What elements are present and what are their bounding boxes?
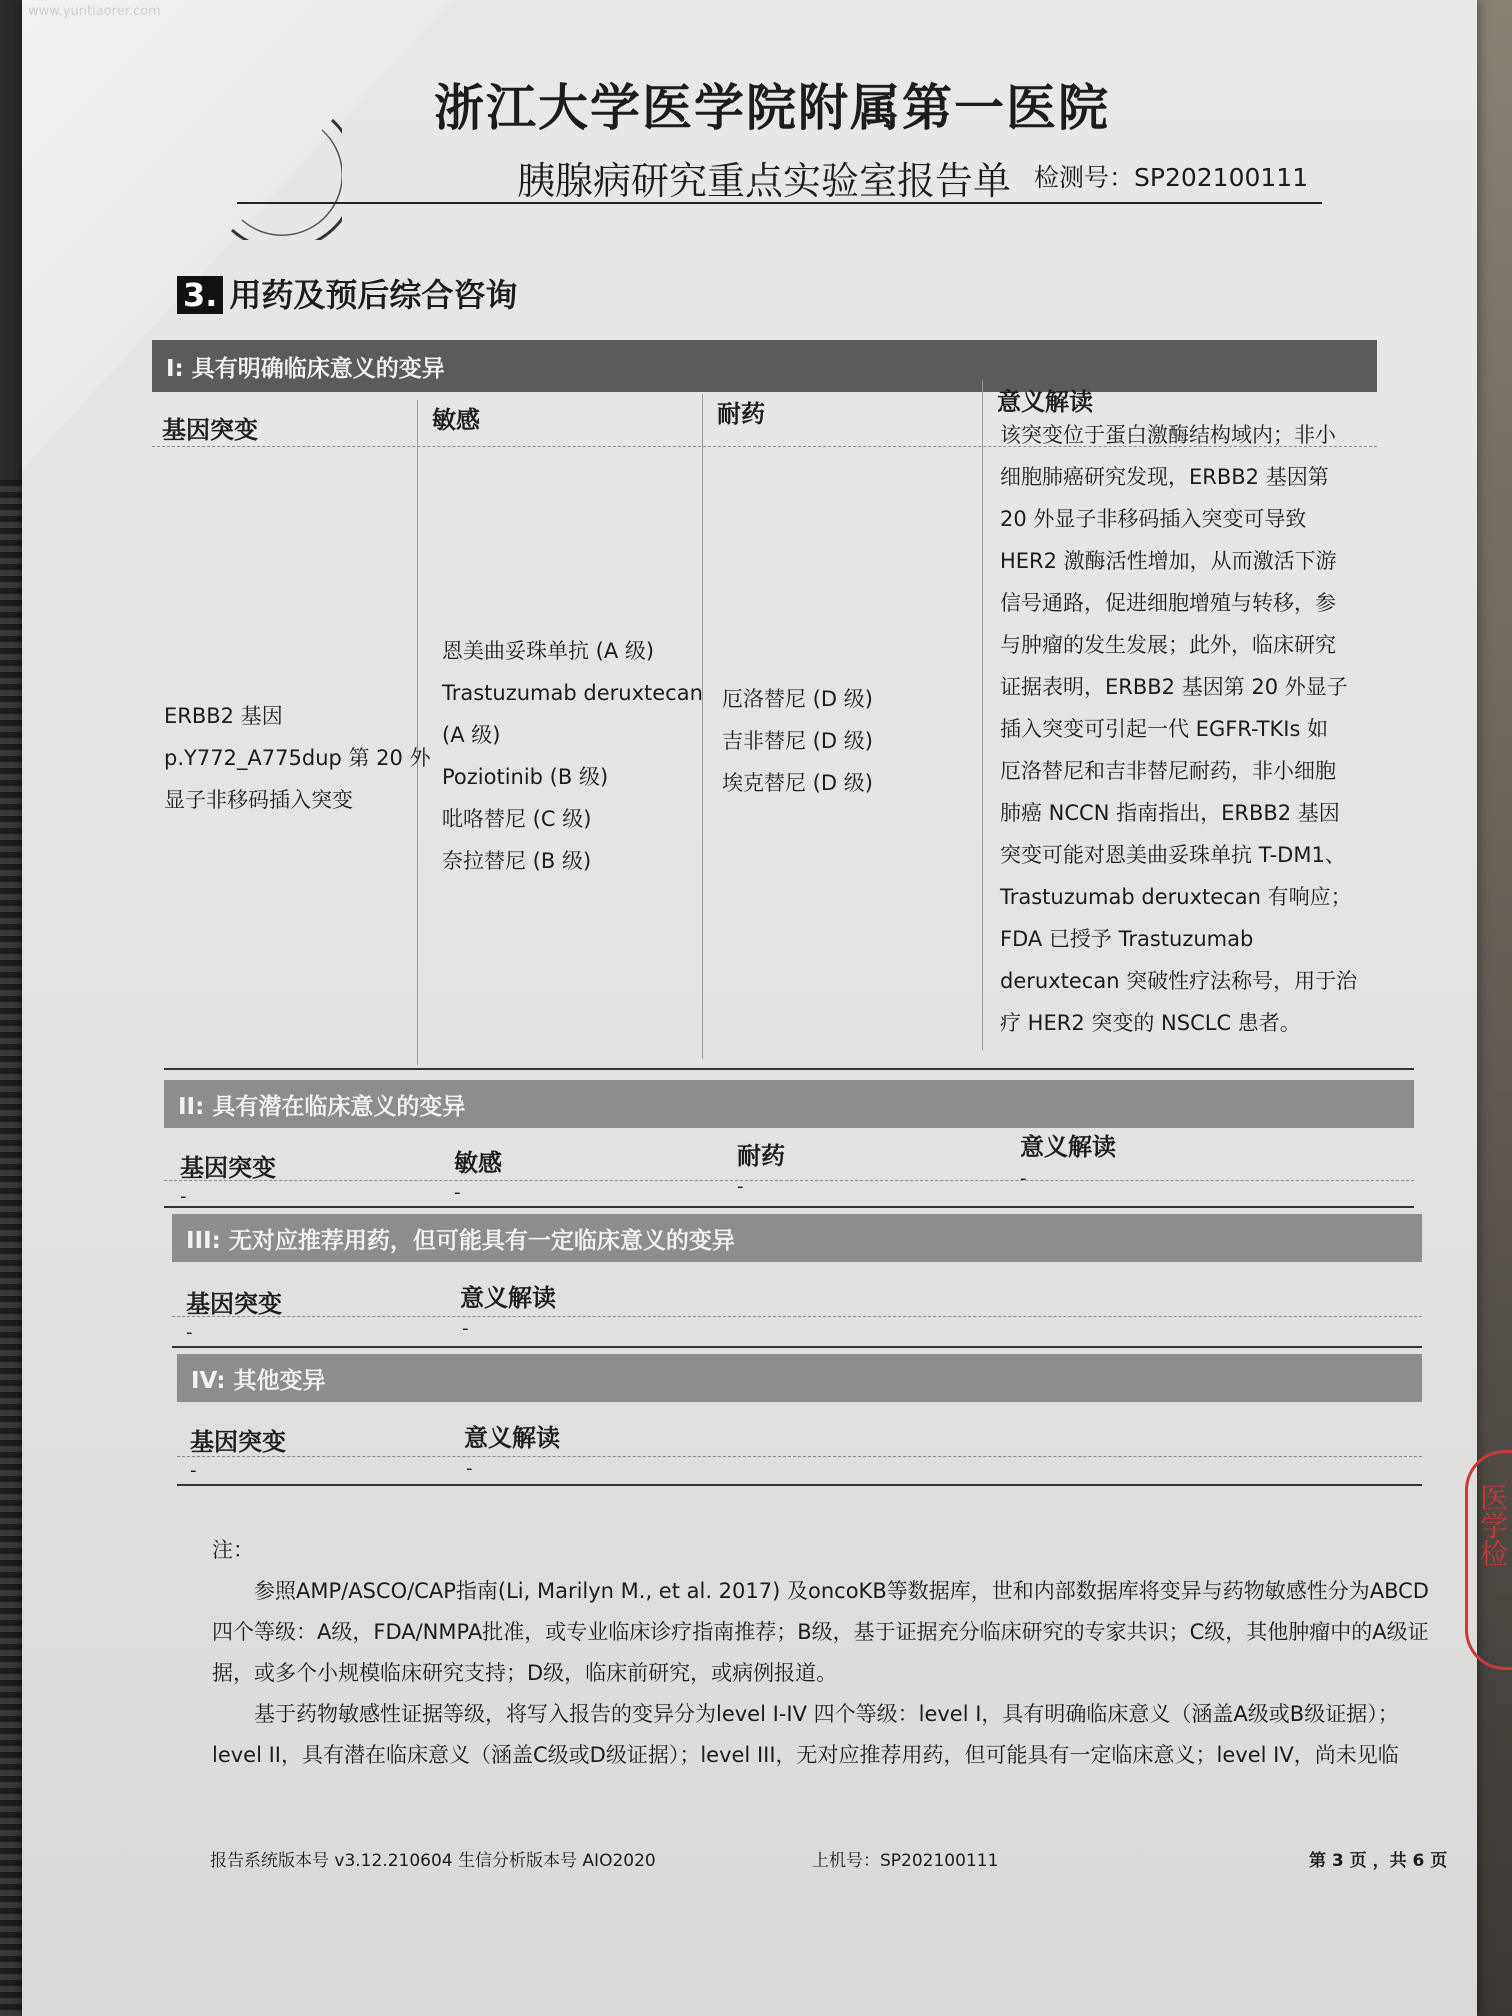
level2-bar: II: 具有潜在临床意义的变异 [164,1080,1414,1128]
level3-interpretation-value: - [462,1318,469,1339]
level4-interpretation-value: - [466,1458,473,1479]
col-divider [982,380,983,1050]
level2-header-sensitive: 敏感 [454,1149,502,1177]
watermark: www.yuntiaorer.com [28,4,161,19]
level4-header-rule [177,1456,1422,1457]
level3-header-gene: 基因突变 [186,1290,282,1318]
level2-bottom-rule [164,1206,1414,1208]
hospital-seal-logo [222,110,342,240]
section-title: 用药及预后综合咨询 [229,276,518,314]
level1-resistant-cell: 厄洛替尼 (D 级) 吉非替尼 (D 级) 埃克替尼 (D 级) [722,687,873,795]
level3-bottom-rule [172,1346,1422,1348]
level2-header-gene: 基因突变 [180,1154,276,1182]
notes [212,1530,1437,1776]
level3-header-interpretation: 意义解读 [460,1284,556,1312]
level3-bar: III: 无对应推荐用药，但可能具有一定临床意义的变异 [172,1214,1422,1262]
section-number: 3. [177,276,223,314]
header-rule [237,202,1322,204]
section-heading [177,270,517,316]
footer-machine-number: 上机号：SP202100111 [812,1851,999,1871]
level2-header-resistant: 耐药 [737,1142,785,1170]
level1-sensitive-cell: 恩美曲妥珠单抗 (A 级) Trastuzumab deruxtecan (A 级) Poziotinib (B 级) 吡咯替尼 (C 级) 奈拉替尼 (B 级) [442,639,703,873]
level4-bottom-rule [177,1484,1422,1486]
notes-paragraph-2: 基于药物敏感性证据等级，将写入报告的变异分为level I-IV 四个等级：level I，具有明确临床意义（涵盖A级或B级证据）；level II，具有潜在临床意义（涵盖C级或D级证据）；level III，无对应推荐用药，但可能具有一定临床意义；level IV，尚未见临 [212,1702,1399,1767]
level3-gene-value: - [186,1322,193,1343]
footer-page-number: 第 3 页 ，共 6 页 [1309,1851,1448,1871]
level1-header-sensitive: 敏感 [432,406,480,434]
level2-header-interpretation: 意义解读 [1020,1133,1116,1161]
level2-header-rule [164,1180,1414,1181]
level1-bar: I: 具有明确临床意义的变异 [152,340,1377,392]
level4-header-gene: 基因突变 [190,1428,286,1456]
notes-label: 注： [212,1538,254,1562]
report-page [22,0,1477,2016]
lab-title: 胰腺病研究重点实验室报告单 [517,159,1012,203]
level1-header-interpretation: 意义解读 [997,388,1093,416]
hospital-title: 浙江大学医学院附属第一医院 [434,79,1110,137]
level2-gene-value: - [180,1186,187,1207]
notes-paragraph-1: 参照AMP/ASCO/CAP指南(Li, Marilyn M., et al. 2017) 及oncoKB等数据库，世和内部数据库将变异与药物敏感性分为ABCD四个等级：A级，FDA/NMPA批准，或专业临床诊疗指南推荐；B级，基于证据充分临床研究的专家共识；C级，其他肿瘤中的A级证据，或多个小规模临床研究支持；D级，临床前研究，或病例报道。 [212,1579,1429,1685]
level2-sensitive-value: - [454,1182,461,1203]
footer-versions: 报告系统版本号 v3.12.210604 生信分析版本号 AIO2020 [210,1851,656,1871]
level1-header-resistant: 耐药 [717,400,765,428]
level2-resistant-value: - [737,1176,744,1197]
level1-gene-cell: ERBB2 基因 p.Y772_A775dup 第 20 外 显子非移码插入突变 [164,704,431,812]
level1-bottom-rule [164,1068,1414,1070]
level4-gene-value: - [190,1460,197,1481]
level1-interpretation-cell: 该突变位于蛋白激酶结构域内；非小 细胞肺癌研究发现，ERBB2 基因第 20 外显子非移码插入突变可导致 HER2 激酶活性增加，从而激活下游 信号通路，促进细胞增殖与转移，参 与肿瘤的发生发展；此外，临床研究 证据表明，ERBB2 基因第 20 外显子 插入突变可引起一代 EGFR-TKIs 如 厄洛替尼和吉非替尼耐药，非小细胞 肺癌 NCCN 指南指出，ERBB2 基因 突变可能对恩美曲妥珠单抗 T-DM1、 Trastuzumab deruxtecan 有响应； FDA 已授予 Trastuzumab deruxtecan 突破性疗法称号，用于治 疗 HER2 突变的 NSCLC 患者。 [1000,423,1358,1035]
level4-header-interpretation: 意义解读 [464,1424,560,1452]
red-stamp: 医学检 [1465,1450,1512,1670]
level2-interpretation-value: - [1020,1168,1027,1189]
test-number: 检测号：SP202100111 [1034,163,1309,192]
level1-header-gene: 基因突变 [162,416,258,444]
background-surface [1472,0,1512,2016]
level4-bar: IV: 其他变异 [177,1354,1422,1402]
level3-header-rule [172,1316,1422,1317]
